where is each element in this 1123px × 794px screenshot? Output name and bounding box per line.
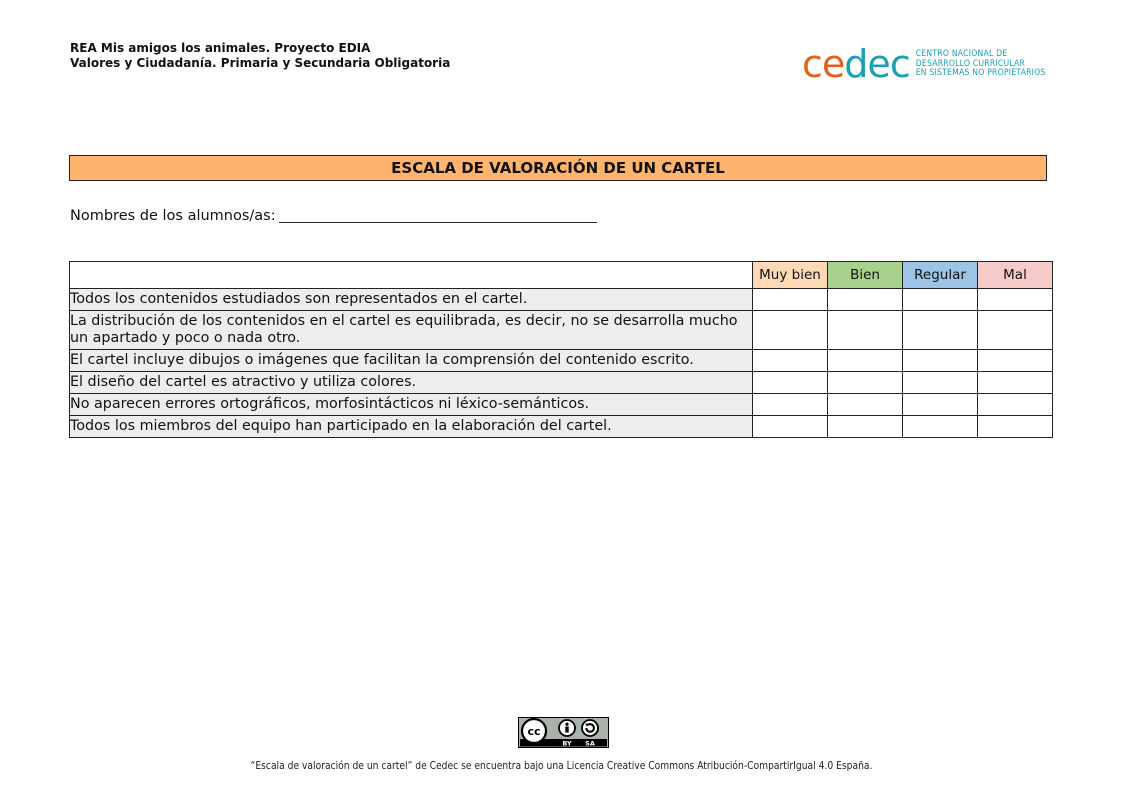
logo-letter: c	[802, 42, 822, 86]
score-cell-mal[interactable]	[978, 372, 1053, 394]
table-row	[70, 394, 1053, 416]
score-cell-regular[interactable]	[903, 394, 978, 416]
sa-label: SA	[585, 739, 595, 748]
score-cell-bien[interactable]	[828, 394, 903, 416]
criterion-text: Todos los contenidos estudiados son representados en el cartel.	[70, 289, 753, 311]
table-row	[70, 311, 1053, 350]
logo-subtitle-line: EN SISTEMAS NO PROPIETARIOS	[915, 68, 1046, 79]
column-header-mal: Mal	[978, 262, 1053, 289]
header-line-subject: Valores y Ciudadanía. Primaria y Secundaria Obligatoria	[70, 56, 451, 70]
cedec-logo-subtitle	[916, 50, 1046, 79]
logo-letter: d	[844, 42, 868, 86]
logo-letter: e	[821, 42, 845, 86]
table-row	[70, 289, 1053, 311]
page-title: ESCALA DE VALORACIÓN DE UN CARTEL	[69, 155, 1047, 181]
license-text: “Escala de valoración de un cartel” de Cedec se encuentra bajo una Licencia Creative Commons Atribución-CompartirIgual 4.0 España.	[250, 761, 873, 772]
table-row	[70, 350, 1053, 372]
rubric-header-row	[70, 262, 1053, 289]
score-cell-muy-bien[interactable]	[753, 350, 828, 372]
score-cell-muy-bien[interactable]	[753, 289, 828, 311]
cedec-logo-wordmark	[802, 42, 910, 86]
score-cell-bien[interactable]	[828, 289, 903, 311]
table-row	[70, 416, 1053, 438]
by-label: BY	[562, 739, 572, 748]
criterion-text: Todos los miembros del equipo han participado en la elaboración del cartel.	[70, 416, 753, 438]
logo-subtitle-line: DESARROLLO CURRICULAR	[915, 58, 1026, 69]
logo-subtitle-line: CENTRO NACIONAL DE	[915, 49, 1008, 59]
criterion-text: La distribución de los contenidos en el cartel es equilibrada, es decir, no se desarrolla mucho un apartado y poco o nada otro.	[70, 311, 753, 350]
score-cell-regular[interactable]	[903, 289, 978, 311]
score-cell-bien[interactable]	[828, 416, 903, 438]
score-cell-muy-bien[interactable]	[753, 394, 828, 416]
column-header-bien: Bien	[828, 262, 903, 289]
score-cell-regular[interactable]	[903, 311, 978, 350]
cc-icon-label: cc	[527, 725, 541, 738]
score-cell-mal[interactable]	[978, 311, 1053, 350]
student-names-field	[70, 208, 597, 224]
student-names-label: Nombres de los alumnos/as:	[70, 208, 276, 224]
criterion-text: El cartel incluye dibujos o imágenes que facilitan la comprensión del contenido escrito.	[70, 350, 753, 372]
document-header	[70, 41, 450, 71]
score-cell-muy-bien[interactable]	[753, 372, 828, 394]
logo-letter: e	[867, 42, 890, 86]
score-cell-regular[interactable]	[903, 372, 978, 394]
criterion-text: El diseño del cartel es atractivo y utiliza colores.	[70, 372, 753, 394]
score-cell-mal[interactable]	[978, 394, 1053, 416]
score-cell-bien[interactable]	[828, 350, 903, 372]
score-cell-bien[interactable]	[828, 372, 903, 394]
score-cell-regular[interactable]	[903, 350, 978, 372]
column-header-regular: Regular	[903, 262, 978, 289]
score-cell-muy-bien[interactable]	[753, 416, 828, 438]
rubric-table	[69, 261, 1053, 438]
criterion-text: No aparecen errores ortográficos, morfosintácticos ni léxico-semánticos.	[70, 394, 753, 416]
logo-letter: c	[889, 42, 910, 86]
score-cell-regular[interactable]	[903, 416, 978, 438]
share-alike-icon	[582, 720, 598, 736]
header-line-project: REA Mis amigos los animales. Proyecto EDIA	[70, 41, 371, 55]
score-cell-mal[interactable]	[978, 350, 1053, 372]
table-row	[70, 372, 1053, 394]
score-cell-bien[interactable]	[828, 311, 903, 350]
creative-commons-by-sa-badge	[518, 717, 609, 748]
student-names-blank-line[interactable]	[279, 222, 597, 223]
cedec-logo	[802, 42, 1046, 86]
score-cell-mal[interactable]	[978, 289, 1053, 311]
rubric-header-corner	[70, 262, 753, 289]
column-header-muy-bien: Muy bien	[753, 262, 828, 289]
score-cell-muy-bien[interactable]	[753, 311, 828, 350]
score-cell-mal[interactable]	[978, 416, 1053, 438]
